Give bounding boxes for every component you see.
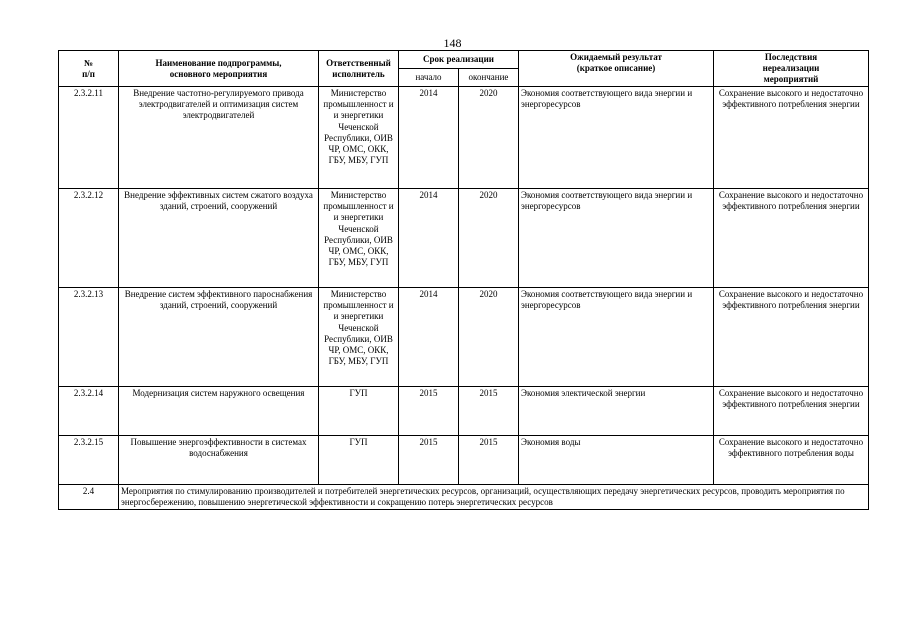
header-name: Наименование подпрограммы, основного мероприятия [119,51,319,87]
row-responsible: Министерство промышленност и и энергетики Чеченской Республики, ОИВ ЧР, ОМС, ОКК, ГБУ, МБУ, ГУП [319,87,399,189]
table-row [59,288,869,387]
row-result: Экономия воды [519,436,714,485]
row-consequences: Сохранение высокого и недостаточно эффективного потребления энергии [714,387,869,436]
header-term: Срок реализации [399,51,519,69]
section-num: 2.4 [59,485,119,510]
table-row [59,189,869,288]
row-result: Экономия электической энергии [519,387,714,436]
header-responsible: Ответственный исполнитель [319,51,399,87]
row-num: 2.3.2.13 [59,288,119,387]
header-end: окончание [459,69,519,87]
row-result: Экономия соответствующего вида энергии и энергоресурсов [519,189,714,288]
row-end: 2020 [459,288,519,387]
row-start: 2014 [399,288,459,387]
row-result: Экономия соответствующего вида энергии и энергоресурсов [519,87,714,189]
row-consequences: Сохранение высокого и недостаточно эффективного потребления энергии [714,288,869,387]
header-num: № п/п [59,51,119,87]
row-responsible: Министерство промышленност и и энергетики Чеченской Республики, ОИВ ЧР, ОМС, ОКК, ГБУ, МБУ, ГУП [319,189,399,288]
row-start: 2014 [399,87,459,189]
row-start: 2015 [399,387,459,436]
row-end: 2020 [459,87,519,189]
row-name: Модернизация систем наружного освещения [119,387,319,436]
table-row [59,387,869,436]
row-consequences: Сохранение высокого и недостаточно эффективного потребления энергии [714,189,869,288]
row-name: Внедрение эффективных систем сжатого воздуха зданий, строений, сооружений [119,189,319,288]
row-consequences: Сохранение высокого и недостаточно эффективного потребления энергии [714,87,869,189]
row-end: 2020 [459,189,519,288]
row-num: 2.3.2.11 [59,87,119,189]
header-start: начало [399,69,459,87]
row-responsible: ГУП [319,387,399,436]
header-result: Ожидаемый результат (краткое описание) [519,51,714,87]
row-start: 2015 [399,436,459,485]
row-consequences: Сохранение высокого и недостаточно эффективного потребления воды [714,436,869,485]
table-row [59,436,869,485]
row-name: Внедрение систем эффективного пароснабжения зданий, строений, сооружений [119,288,319,387]
row-num: 2.3.2.12 [59,189,119,288]
header-row [59,51,869,69]
program-table [58,50,869,510]
row-num: 2.3.2.15 [59,436,119,485]
row-result: Экономия соответствующего вида энергии и энергоресурсов [519,288,714,387]
row-end: 2015 [459,387,519,436]
row-start: 2014 [399,189,459,288]
section-text: Мероприятия по стимулированию производителей и потребителей энергетических ресурсов, организаций, осуществляющих передачу энергетических ресурсов, проводить мероприятия по энергосбережению, повышению энергетической эффективности и сокращению потерь энергетических ресурсов [119,485,869,510]
page-number: 148 [443,36,462,50]
row-end: 2015 [459,436,519,485]
row-responsible: Министерство промышленност и и энергетики Чеченской Республики, ОИВ ЧР, ОМС, ОКК, ГБУ, МБУ, ГУП [319,288,399,387]
section-row [59,485,869,510]
table-row [59,87,869,189]
row-num: 2.3.2.14 [59,387,119,436]
row-responsible: ГУП [319,436,399,485]
row-name: Внедрение частотно-регулируемого привода электродвигателей и оптимизация систем электродвигателей [119,87,319,189]
header-consequences: Последствия нереализации мероприятий [714,51,869,87]
row-name: Повышение энергоэффективности в системах водоснабжения [119,436,319,485]
